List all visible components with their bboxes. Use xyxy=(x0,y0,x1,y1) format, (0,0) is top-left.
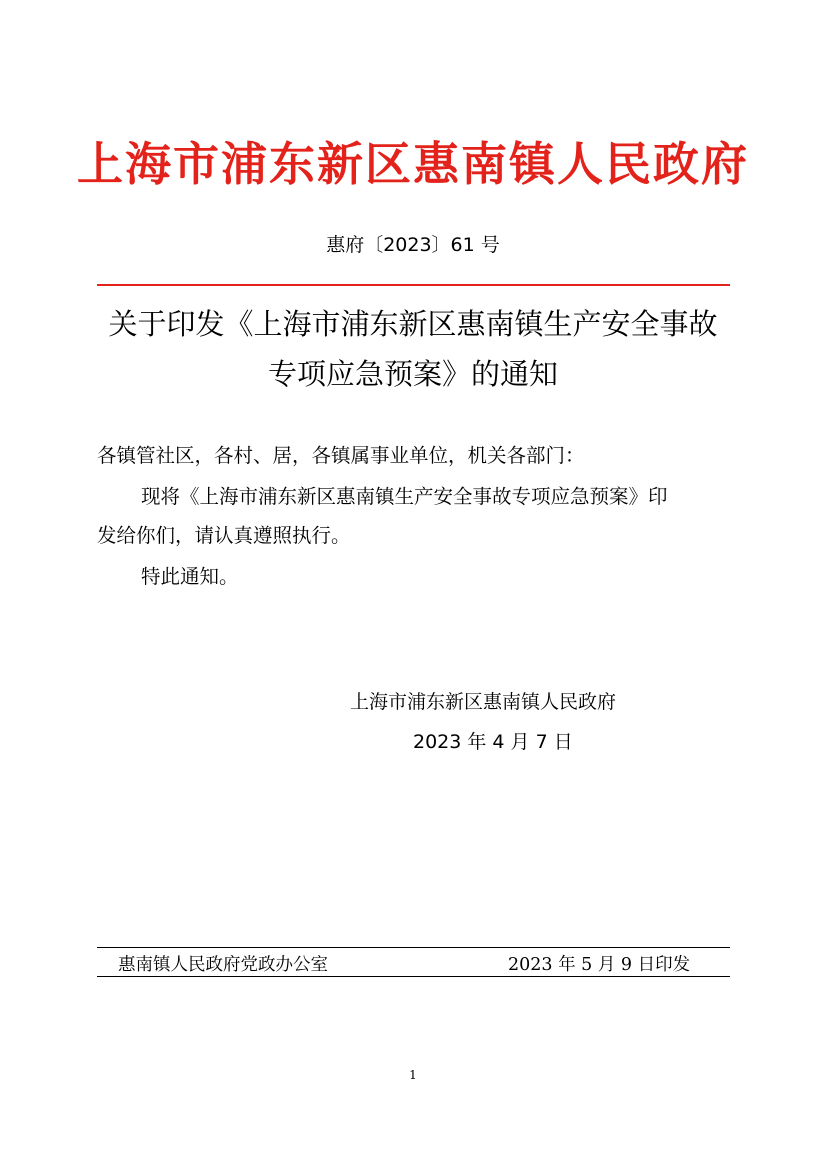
issuer-header-title: 上海市浦东新区惠南镇人民政府 xyxy=(77,137,749,191)
notice-title-line-2: 专项应急预案》的通知 xyxy=(267,357,558,391)
document-number: 惠府〔2023〕61 号 xyxy=(326,234,500,256)
body-paragraph-line-2: 发给你们，请认真遵照执行。 xyxy=(97,524,351,547)
addressee-line: 各镇管社区，各村、居，各镇属事业单位，机关各部门： xyxy=(97,444,585,467)
signature-issuer: 上海市浦东新区惠南镇人民政府 xyxy=(350,691,617,713)
footer-bottom-rule xyxy=(97,976,730,977)
footer-issuing-office: 惠南镇人民政府党政办公室 xyxy=(118,955,328,975)
page-number: 1 xyxy=(409,1068,417,1082)
signature-date: 2023 年 4 月 7 日 xyxy=(413,731,573,753)
closing-line: 特此通知。 xyxy=(141,565,239,588)
red-header-divider xyxy=(97,284,730,286)
footer-issue-date: 2023 年 5 月 9 日印发 xyxy=(508,955,691,975)
notice-title-line-1: 关于印发《上海市浦东新区惠南镇生产安全事故 xyxy=(108,307,718,341)
body-paragraph-line-1: 现将《上海市浦东新区惠南镇生产安全事故专项应急预案》印 xyxy=(141,485,668,508)
footer-top-rule xyxy=(97,947,730,948)
